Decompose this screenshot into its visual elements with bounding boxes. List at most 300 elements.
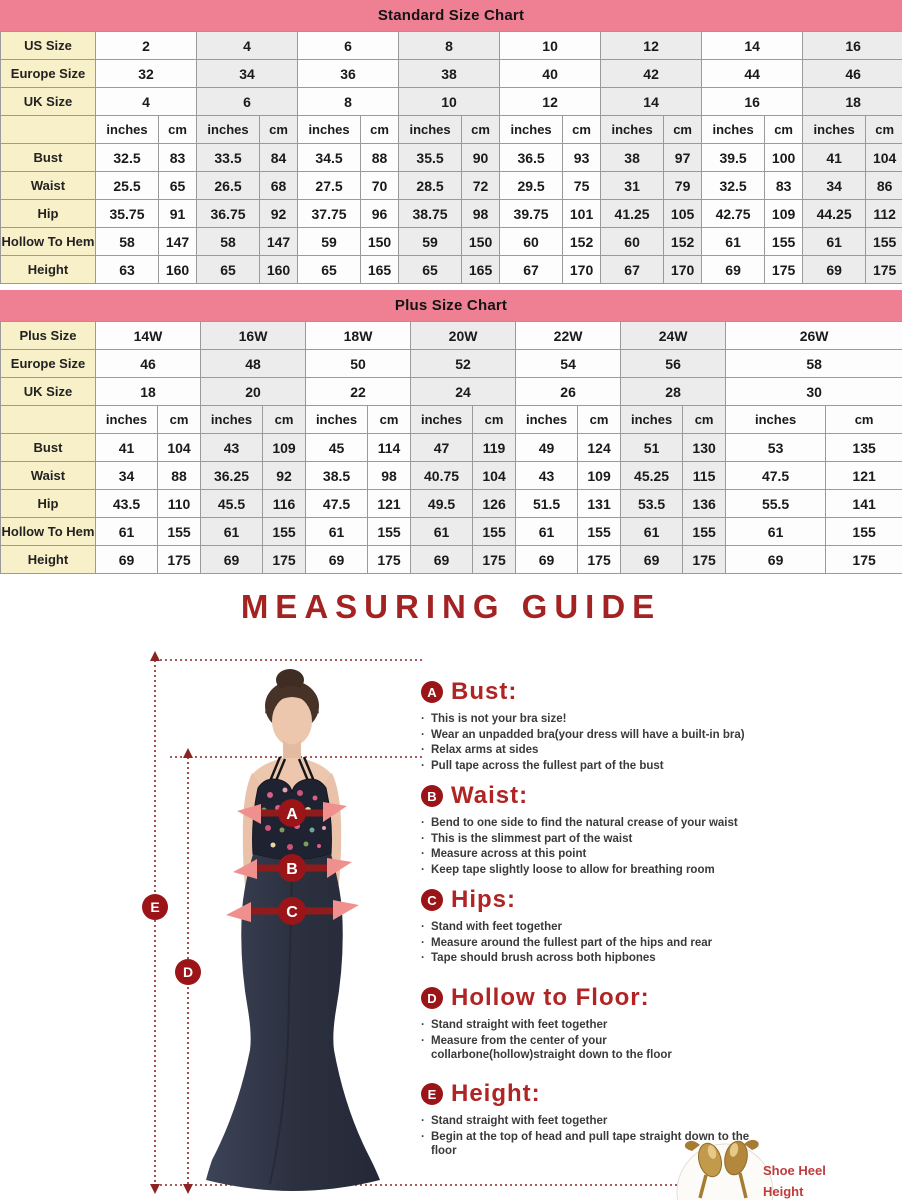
section-letter-badge: B bbox=[421, 785, 443, 807]
cm-value: 75 bbox=[563, 172, 601, 200]
guide-section-a bbox=[421, 678, 891, 775]
size-cell: 6 bbox=[298, 32, 399, 60]
size-cell: 46 bbox=[803, 60, 902, 88]
svg-text:E: E bbox=[150, 899, 160, 915]
inches-value: 45.25 bbox=[621, 462, 683, 490]
cm-value: 160 bbox=[159, 256, 197, 284]
inches-value: 36.75 bbox=[197, 200, 260, 228]
unit-header-inches: inches bbox=[96, 406, 158, 434]
inches-value: 43.5 bbox=[96, 490, 158, 518]
size-cell: 34 bbox=[197, 60, 298, 88]
cm-value: 104 bbox=[473, 462, 516, 490]
inches-value: 60 bbox=[500, 228, 563, 256]
guide-bullet: · Tape should brush across both hipbones bbox=[421, 951, 891, 966]
inches-value: 45.5 bbox=[201, 490, 263, 518]
cm-value: 141 bbox=[826, 490, 902, 518]
inches-value: 38.75 bbox=[399, 200, 462, 228]
unit-header-inches: inches bbox=[306, 406, 368, 434]
section-heading bbox=[421, 1080, 771, 1108]
section-letter-badge: A bbox=[421, 681, 443, 703]
row-label: Plus Size bbox=[1, 322, 96, 350]
unit-header-cm: cm bbox=[683, 406, 726, 434]
guide-bullet: · Bend to one side to find the natural crease of your waist bbox=[421, 816, 891, 831]
unit-header-inches: inches bbox=[399, 116, 462, 144]
inches-value: 59 bbox=[399, 228, 462, 256]
inches-value: 33.5 bbox=[197, 144, 260, 172]
row-label: Hip bbox=[1, 200, 96, 228]
size-cell: 14 bbox=[601, 88, 702, 116]
cm-value: 121 bbox=[826, 462, 902, 490]
line-arrowheads bbox=[150, 651, 193, 1194]
table-row bbox=[1, 88, 902, 116]
inches-value: 28.5 bbox=[399, 172, 462, 200]
row-label: US Size bbox=[1, 32, 96, 60]
unit-header-inches: inches bbox=[96, 116, 159, 144]
cm-value: 104 bbox=[158, 434, 201, 462]
cm-value: 70 bbox=[361, 172, 399, 200]
cm-value: 155 bbox=[683, 518, 726, 546]
inches-value: 43 bbox=[516, 462, 578, 490]
unit-header-row bbox=[1, 116, 902, 144]
inches-value: 61 bbox=[306, 518, 368, 546]
cm-value: 152 bbox=[664, 228, 702, 256]
inches-value: 61 bbox=[702, 228, 765, 256]
cm-value: 165 bbox=[361, 256, 399, 284]
unit-header-cm: cm bbox=[473, 406, 516, 434]
inches-value: 61 bbox=[621, 518, 683, 546]
inches-value: 45 bbox=[306, 434, 368, 462]
inches-value: 61 bbox=[726, 518, 826, 546]
size-cell: 32 bbox=[96, 60, 197, 88]
size-cell: 12 bbox=[601, 32, 702, 60]
guide-bullet: · Measure around the fullest part of the hips and rear bbox=[421, 936, 891, 951]
unit-header-cm: cm bbox=[664, 116, 702, 144]
row-label: Waist bbox=[1, 462, 96, 490]
unit-header-inches: inches bbox=[411, 406, 473, 434]
inches-value: 41 bbox=[96, 434, 158, 462]
inches-value: 37.75 bbox=[298, 200, 361, 228]
shoe-heel-caption-line2: Height bbox=[763, 1184, 804, 1199]
inches-value: 41.25 bbox=[601, 200, 664, 228]
inches-value: 69 bbox=[726, 546, 826, 574]
section-letter-badge: D bbox=[421, 987, 443, 1009]
cm-value: 83 bbox=[159, 144, 197, 172]
section-bullets bbox=[421, 1114, 771, 1159]
cm-value: 135 bbox=[826, 434, 902, 462]
row-label: Bust bbox=[1, 434, 96, 462]
inches-value: 61 bbox=[96, 518, 158, 546]
size-cell: 56 bbox=[621, 350, 726, 378]
unit-header-cm: cm bbox=[368, 406, 411, 434]
size-cell: 16 bbox=[702, 88, 803, 116]
table-row bbox=[1, 32, 902, 60]
inches-value: 25.5 bbox=[96, 172, 159, 200]
cm-value: 90 bbox=[462, 144, 500, 172]
cm-value: 155 bbox=[578, 518, 621, 546]
table-row bbox=[1, 378, 902, 406]
cm-value: 92 bbox=[263, 462, 306, 490]
guide-bullet: · Relax arms at sides bbox=[421, 743, 891, 758]
cm-value: 165 bbox=[462, 256, 500, 284]
cm-value: 155 bbox=[826, 518, 902, 546]
cm-value: 175 bbox=[578, 546, 621, 574]
table-row bbox=[1, 518, 902, 546]
size-cell: 2 bbox=[96, 32, 197, 60]
inches-value: 38.5 bbox=[306, 462, 368, 490]
table-row bbox=[1, 228, 902, 256]
cm-value: 65 bbox=[159, 172, 197, 200]
guide-bullet: · Stand straight with feet together bbox=[421, 1114, 771, 1129]
cm-value: 124 bbox=[578, 434, 621, 462]
size-cell: 38 bbox=[399, 60, 500, 88]
inches-value: 53.5 bbox=[621, 490, 683, 518]
size-cell: 14 bbox=[702, 32, 803, 60]
size-cell: 50 bbox=[306, 350, 411, 378]
cm-value: 84 bbox=[260, 144, 298, 172]
cm-value: 98 bbox=[368, 462, 411, 490]
size-cell: 18 bbox=[803, 88, 902, 116]
inches-value: 49.5 bbox=[411, 490, 473, 518]
section-heading bbox=[421, 984, 751, 1012]
plus-chart-title-band: Plus Size Chart bbox=[0, 290, 902, 321]
inches-value: 36.25 bbox=[201, 462, 263, 490]
inches-value: 27.5 bbox=[298, 172, 361, 200]
inches-value: 69 bbox=[411, 546, 473, 574]
inches-value: 63 bbox=[96, 256, 159, 284]
inches-value: 65 bbox=[298, 256, 361, 284]
guide-bullet: · Stand with feet together bbox=[421, 920, 891, 935]
unit-header-cm: cm bbox=[765, 116, 803, 144]
row-label: Hollow To Hem bbox=[1, 228, 96, 256]
table-row bbox=[1, 434, 902, 462]
cm-value: 88 bbox=[361, 144, 399, 172]
inches-value: 34.5 bbox=[298, 144, 361, 172]
section-bullets bbox=[421, 712, 891, 774]
guide-bullet: · Measure across at this point bbox=[421, 847, 891, 862]
size-cell: 26W bbox=[726, 322, 902, 350]
size-cell: 10 bbox=[500, 32, 601, 60]
section-letter-badge: C bbox=[421, 889, 443, 911]
table-row bbox=[1, 462, 902, 490]
inches-value: 65 bbox=[197, 256, 260, 284]
cm-value: 170 bbox=[664, 256, 702, 284]
cm-value: 155 bbox=[368, 518, 411, 546]
inches-value: 36.5 bbox=[500, 144, 563, 172]
unit-header-inches: inches bbox=[803, 116, 866, 144]
cm-value: 136 bbox=[683, 490, 726, 518]
unit-header-row bbox=[1, 406, 902, 434]
inches-value: 51.5 bbox=[516, 490, 578, 518]
row-label: UK Size bbox=[1, 88, 96, 116]
size-cell: 54 bbox=[516, 350, 621, 378]
cm-value: 170 bbox=[563, 256, 601, 284]
size-cell: 12 bbox=[500, 88, 601, 116]
cm-value: 105 bbox=[664, 200, 702, 228]
inches-value: 69 bbox=[621, 546, 683, 574]
size-cell: 44 bbox=[702, 60, 803, 88]
inches-value: 35.5 bbox=[399, 144, 462, 172]
guide-section-b bbox=[421, 782, 891, 879]
cm-value: 109 bbox=[263, 434, 306, 462]
inches-value: 61 bbox=[201, 518, 263, 546]
cm-value: 175 bbox=[866, 256, 902, 284]
guide-bullet: · Begin at the top of head and pull tape straight down to the floor bbox=[421, 1130, 771, 1159]
cm-value: 98 bbox=[462, 200, 500, 228]
row-label-empty bbox=[1, 406, 96, 434]
size-cell: 24 bbox=[411, 378, 516, 406]
cm-value: 104 bbox=[866, 144, 902, 172]
size-cell: 22W bbox=[516, 322, 621, 350]
cm-value: 96 bbox=[361, 200, 399, 228]
cm-value: 97 bbox=[664, 144, 702, 172]
row-label: Height bbox=[1, 256, 96, 284]
cm-value: 175 bbox=[826, 546, 902, 574]
inches-value: 40.75 bbox=[411, 462, 473, 490]
size-cell: 8 bbox=[298, 88, 399, 116]
table-row bbox=[1, 172, 902, 200]
unit-header-inches: inches bbox=[201, 406, 263, 434]
section-heading bbox=[421, 782, 891, 810]
inches-value: 69 bbox=[702, 256, 765, 284]
table-row bbox=[1, 200, 902, 228]
table-row bbox=[1, 546, 902, 574]
cm-value: 68 bbox=[260, 172, 298, 200]
cm-value: 126 bbox=[473, 490, 516, 518]
size-cell: 26 bbox=[516, 378, 621, 406]
inches-value: 32.5 bbox=[702, 172, 765, 200]
unit-header-cm: cm bbox=[159, 116, 197, 144]
inches-value: 43 bbox=[201, 434, 263, 462]
guide-bullet: · This is the slimmest part of the waist bbox=[421, 832, 891, 847]
cm-value: 147 bbox=[260, 228, 298, 256]
unit-header-cm: cm bbox=[260, 116, 298, 144]
inches-value: 65 bbox=[399, 256, 462, 284]
inches-value: 67 bbox=[500, 256, 563, 284]
cm-value: 86 bbox=[866, 172, 902, 200]
cm-value: 119 bbox=[473, 434, 516, 462]
section-title: Hollow to Floor: bbox=[451, 984, 650, 1011]
inches-value: 39.75 bbox=[500, 200, 563, 228]
section-bullets bbox=[421, 816, 891, 878]
inches-value: 34 bbox=[803, 172, 866, 200]
size-cell: 52 bbox=[411, 350, 516, 378]
row-label-empty bbox=[1, 116, 96, 144]
inches-value: 59 bbox=[298, 228, 361, 256]
unit-header-cm: cm bbox=[263, 406, 306, 434]
guide-section-c bbox=[421, 886, 891, 967]
inches-value: 41 bbox=[803, 144, 866, 172]
unit-header-cm: cm bbox=[866, 116, 902, 144]
hollow-badge-d bbox=[175, 959, 201, 985]
cm-value: 109 bbox=[765, 200, 803, 228]
cm-value: 155 bbox=[263, 518, 306, 546]
section-title: Hips: bbox=[451, 886, 516, 913]
size-cell: 6 bbox=[197, 88, 298, 116]
size-cell: 58 bbox=[726, 350, 902, 378]
row-label: UK Size bbox=[1, 378, 96, 406]
unit-header-inches: inches bbox=[197, 116, 260, 144]
size-cell: 8 bbox=[399, 32, 500, 60]
cm-value: 88 bbox=[158, 462, 201, 490]
inches-value: 67 bbox=[601, 256, 664, 284]
guide-bullet: · This is not your bra size! bbox=[421, 712, 891, 727]
size-cell: 14W bbox=[96, 322, 201, 350]
unit-header-inches: inches bbox=[702, 116, 765, 144]
cm-value: 121 bbox=[368, 490, 411, 518]
unit-header-cm: cm bbox=[563, 116, 601, 144]
unit-header-cm: cm bbox=[826, 406, 902, 434]
section-title: Bust: bbox=[451, 678, 518, 705]
section-title: Height: bbox=[451, 1080, 541, 1107]
unit-header-cm: cm bbox=[361, 116, 399, 144]
unit-header-inches: inches bbox=[726, 406, 826, 434]
size-cell: 20W bbox=[411, 322, 516, 350]
table-row bbox=[1, 322, 902, 350]
inches-value: 39.5 bbox=[702, 144, 765, 172]
guide-bullet: · Keep tape slightly loose to allow for breathing room bbox=[421, 863, 891, 878]
section-title: Waist: bbox=[451, 782, 529, 809]
unit-header-cm: cm bbox=[462, 116, 500, 144]
table-row bbox=[1, 144, 902, 172]
cm-value: 100 bbox=[765, 144, 803, 172]
cm-value: 155 bbox=[765, 228, 803, 256]
inches-value: 51 bbox=[621, 434, 683, 462]
guide-bullet: · Wear an unpadded bra(your dress will have a built-in bra) bbox=[421, 728, 891, 743]
cm-value: 175 bbox=[263, 546, 306, 574]
inches-value: 34 bbox=[96, 462, 158, 490]
size-cell: 18 bbox=[96, 378, 201, 406]
cm-value: 109 bbox=[578, 462, 621, 490]
cm-value: 160 bbox=[260, 256, 298, 284]
guide-bullet: · Stand straight with feet together bbox=[421, 1018, 751, 1033]
size-cell: 46 bbox=[96, 350, 201, 378]
unit-header-cm: cm bbox=[578, 406, 621, 434]
svg-text:A: A bbox=[286, 806, 298, 823]
row-label: Hip bbox=[1, 490, 96, 518]
model-illustration bbox=[206, 669, 380, 1191]
cm-value: 93 bbox=[563, 144, 601, 172]
section-heading bbox=[421, 886, 891, 914]
inches-value: 49 bbox=[516, 434, 578, 462]
inches-value: 35.75 bbox=[96, 200, 159, 228]
guide-section-d bbox=[421, 984, 751, 1064]
standard-size-chart-table bbox=[0, 31, 902, 284]
row-label: Europe Size bbox=[1, 60, 96, 88]
cm-value: 72 bbox=[462, 172, 500, 200]
inches-value: 42.75 bbox=[702, 200, 765, 228]
cm-value: 101 bbox=[563, 200, 601, 228]
guide-bullet: · Pull tape across the fullest part of the bust bbox=[421, 759, 891, 774]
inches-value: 69 bbox=[201, 546, 263, 574]
cm-value: 110 bbox=[158, 490, 201, 518]
inches-value: 29.5 bbox=[500, 172, 563, 200]
svg-text:B: B bbox=[286, 861, 298, 878]
section-heading bbox=[421, 678, 891, 706]
inches-value: 47.5 bbox=[726, 462, 826, 490]
cm-value: 114 bbox=[368, 434, 411, 462]
size-cell: 48 bbox=[201, 350, 306, 378]
size-cell: 28 bbox=[621, 378, 726, 406]
table-row bbox=[1, 350, 902, 378]
inches-value: 53 bbox=[726, 434, 826, 462]
cm-value: 131 bbox=[578, 490, 621, 518]
row-label: Bust bbox=[1, 144, 96, 172]
size-cell: 22 bbox=[306, 378, 411, 406]
size-cell: 36 bbox=[298, 60, 399, 88]
size-cell: 30 bbox=[726, 378, 902, 406]
size-cell: 24W bbox=[621, 322, 726, 350]
inches-value: 58 bbox=[96, 228, 159, 256]
inches-value: 61 bbox=[411, 518, 473, 546]
inches-value: 61 bbox=[803, 228, 866, 256]
guide-bullet: · Measure from the center of your collarbone(hollow)straight down to the floor bbox=[421, 1034, 751, 1063]
unit-header-inches: inches bbox=[601, 116, 664, 144]
inches-value: 69 bbox=[96, 546, 158, 574]
size-cell: 16W bbox=[201, 322, 306, 350]
cm-value: 116 bbox=[263, 490, 306, 518]
inches-value: 69 bbox=[803, 256, 866, 284]
unit-header-inches: inches bbox=[500, 116, 563, 144]
inches-value: 61 bbox=[516, 518, 578, 546]
inches-value: 69 bbox=[516, 546, 578, 574]
table-row bbox=[1, 490, 902, 518]
unit-header-inches: inches bbox=[298, 116, 361, 144]
cm-value: 155 bbox=[473, 518, 516, 546]
cm-value: 130 bbox=[683, 434, 726, 462]
guide-section-e bbox=[421, 1080, 771, 1160]
cm-value: 152 bbox=[563, 228, 601, 256]
standard-chart-title-band: Standard Size Chart bbox=[0, 0, 902, 31]
table-row bbox=[1, 60, 902, 88]
inches-value: 31 bbox=[601, 172, 664, 200]
row-label: Waist bbox=[1, 172, 96, 200]
cm-value: 112 bbox=[866, 200, 902, 228]
cm-value: 92 bbox=[260, 200, 298, 228]
cm-value: 175 bbox=[683, 546, 726, 574]
inches-value: 58 bbox=[197, 228, 260, 256]
cm-value: 150 bbox=[361, 228, 399, 256]
cm-value: 83 bbox=[765, 172, 803, 200]
size-cell: 18W bbox=[306, 322, 411, 350]
cm-value: 155 bbox=[158, 518, 201, 546]
row-label: Height bbox=[1, 546, 96, 574]
table-row bbox=[1, 256, 902, 284]
size-cell: 16 bbox=[803, 32, 902, 60]
cm-value: 175 bbox=[368, 546, 411, 574]
size-cell: 4 bbox=[96, 88, 197, 116]
cm-value: 175 bbox=[158, 546, 201, 574]
inches-value: 32.5 bbox=[96, 144, 159, 172]
inches-value: 69 bbox=[306, 546, 368, 574]
cm-value: 91 bbox=[159, 200, 197, 228]
cm-value: 155 bbox=[866, 228, 902, 256]
unit-header-inches: inches bbox=[516, 406, 578, 434]
cm-value: 150 bbox=[462, 228, 500, 256]
measuring-guide-title: MEASURING GUIDE bbox=[240, 588, 662, 625]
inches-value: 47.5 bbox=[306, 490, 368, 518]
unit-header-inches: inches bbox=[621, 406, 683, 434]
section-bullets bbox=[421, 1018, 751, 1063]
size-cell: 10 bbox=[399, 88, 500, 116]
svg-text:C: C bbox=[286, 904, 298, 921]
cm-value: 175 bbox=[473, 546, 516, 574]
size-cell: 40 bbox=[500, 60, 601, 88]
cm-value: 147 bbox=[159, 228, 197, 256]
section-letter-badge: E bbox=[421, 1083, 443, 1105]
shoe-heel-caption-line1: Shoe Heel bbox=[763, 1163, 826, 1178]
row-label: Hollow To Hem bbox=[1, 518, 96, 546]
inches-value: 60 bbox=[601, 228, 664, 256]
